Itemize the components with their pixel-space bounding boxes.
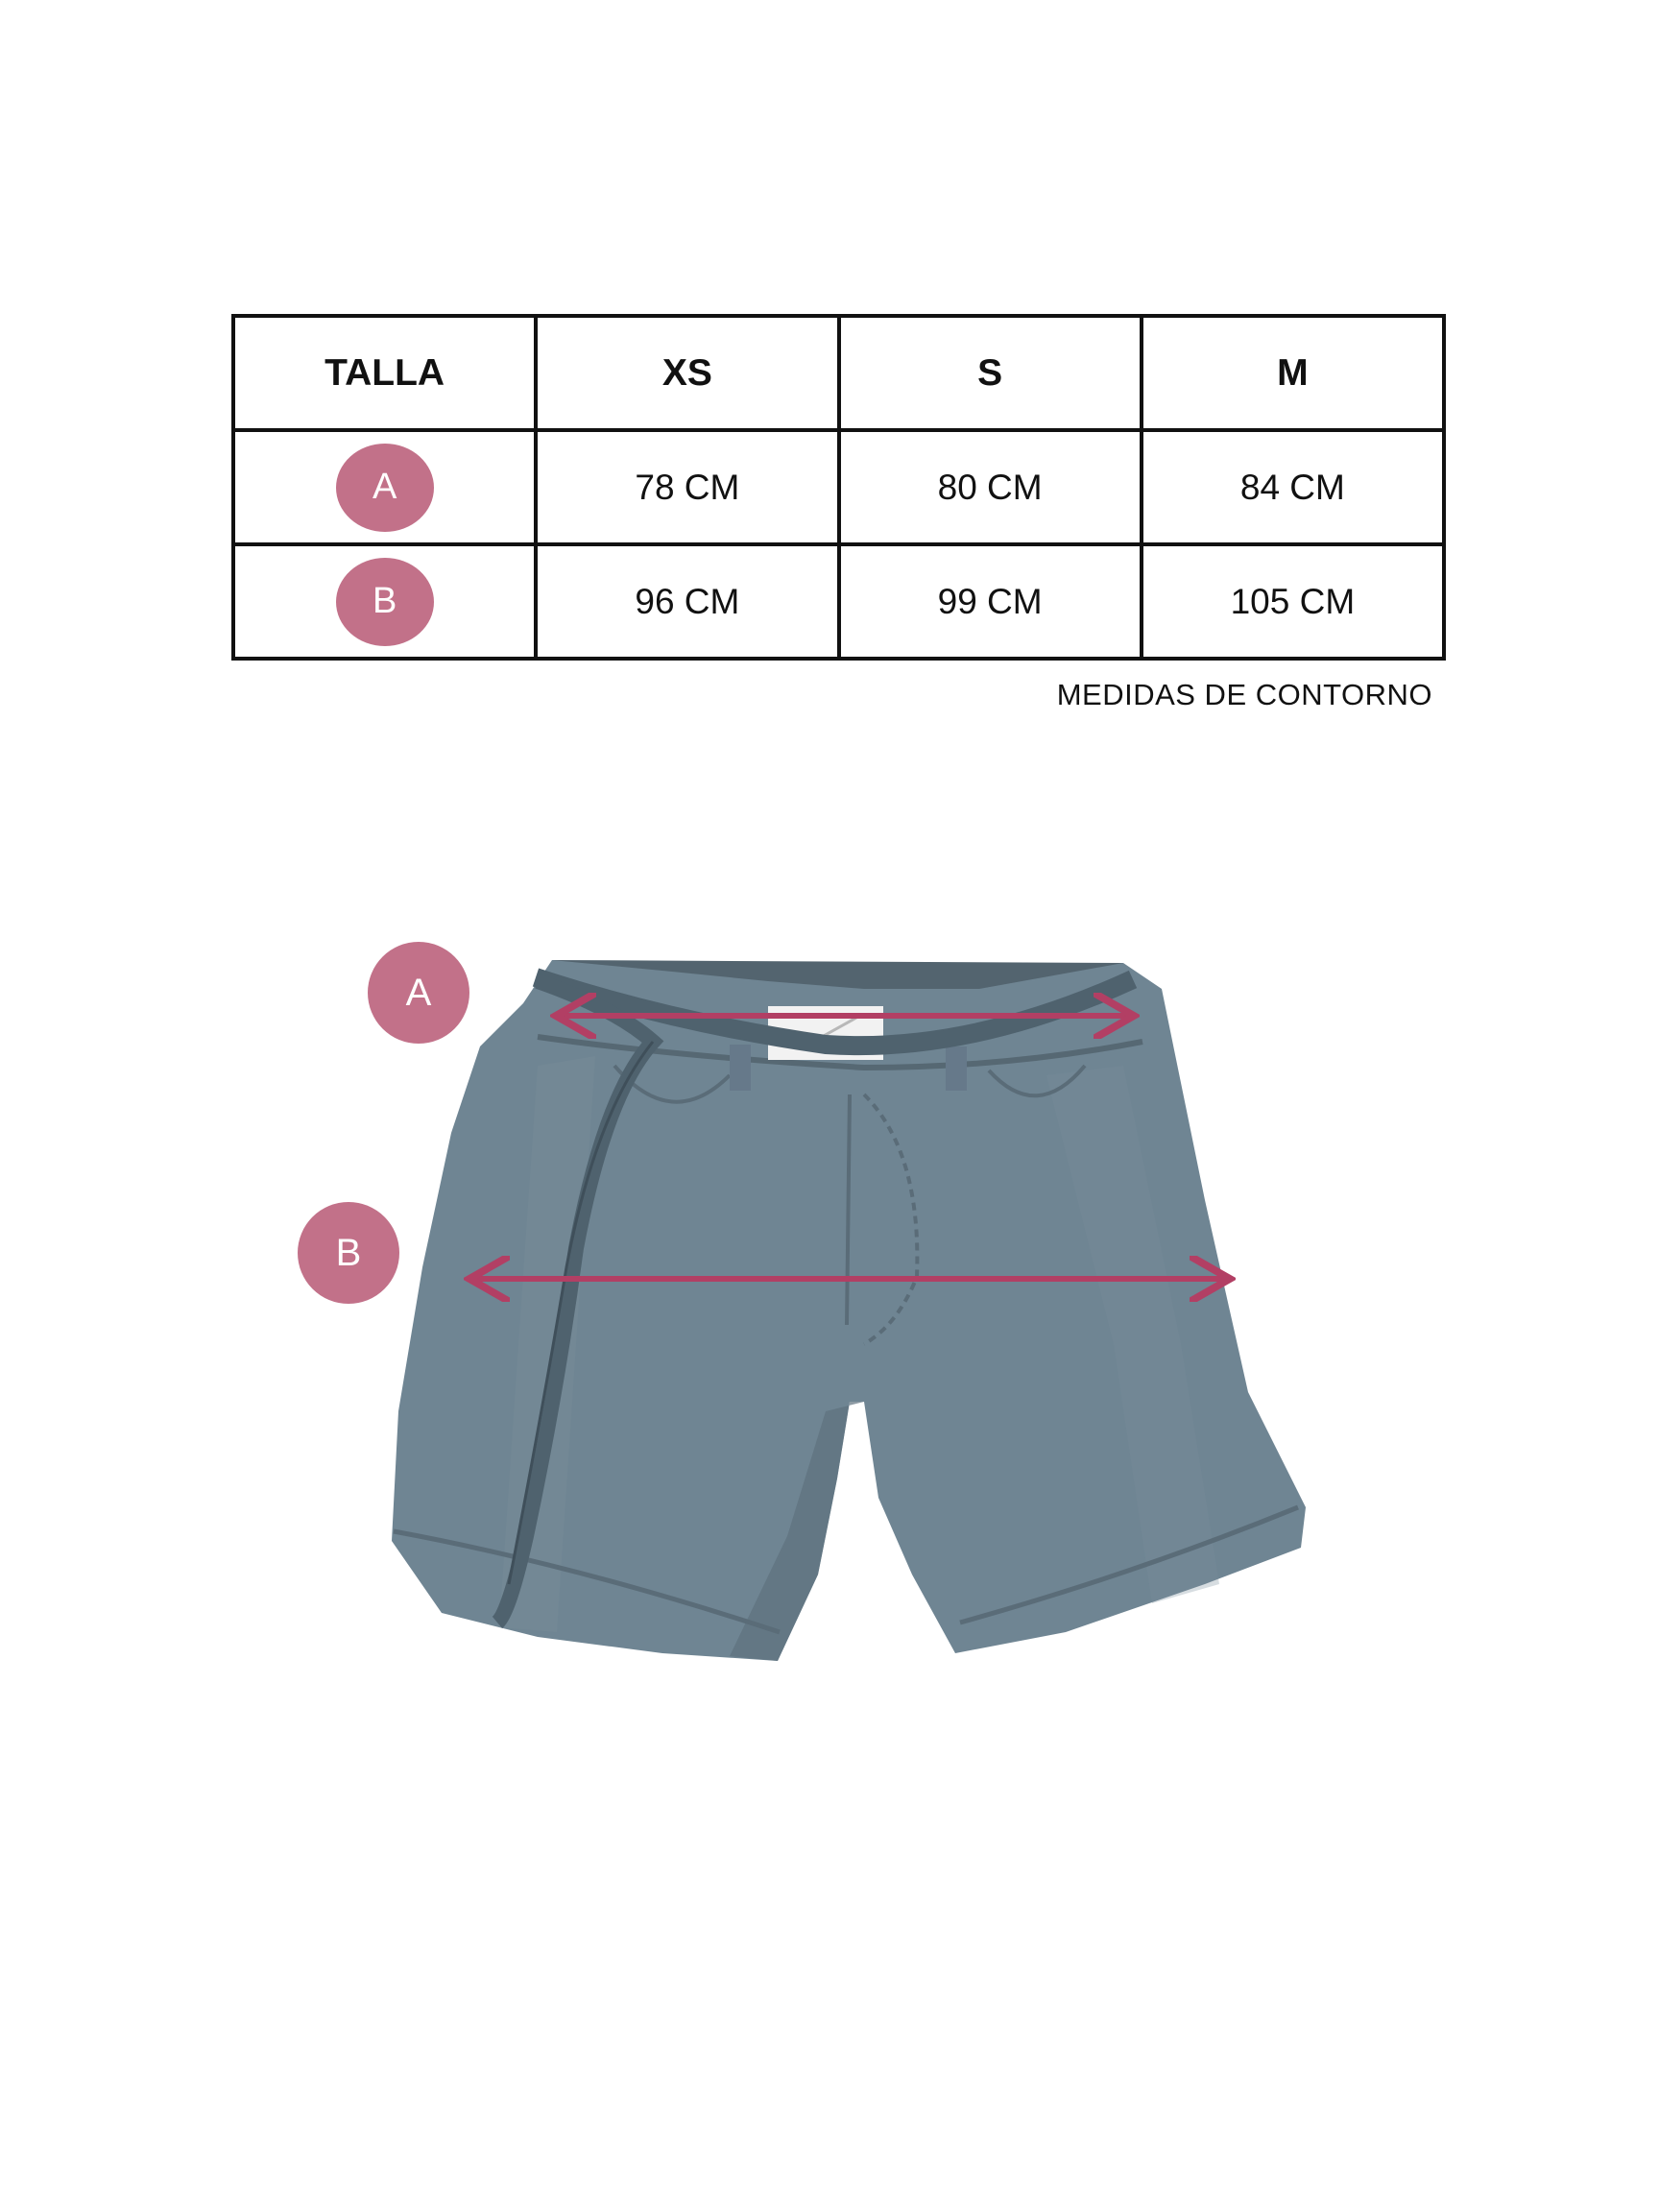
measure-a-badge: A [336, 444, 434, 532]
header-s: S [839, 316, 1142, 430]
table-cell: 105 CM [1142, 544, 1444, 659]
header-talla: TALLA [233, 316, 536, 430]
marker-a: A [368, 942, 469, 1044]
table-cell: 80 CM [839, 430, 1142, 544]
table-cell: 84 CM [1142, 430, 1444, 544]
table-cell: 96 CM [536, 544, 838, 659]
caption: MEDIDAS DE CONTORNO [1056, 678, 1432, 711]
header-m: M [1142, 316, 1444, 430]
header-xs: XS [536, 316, 838, 430]
marker-b: B [298, 1202, 399, 1304]
measure-b-badge: B [336, 558, 434, 646]
table-cell: 78 CM [536, 430, 838, 544]
table-cell: 99 CM [839, 544, 1142, 659]
